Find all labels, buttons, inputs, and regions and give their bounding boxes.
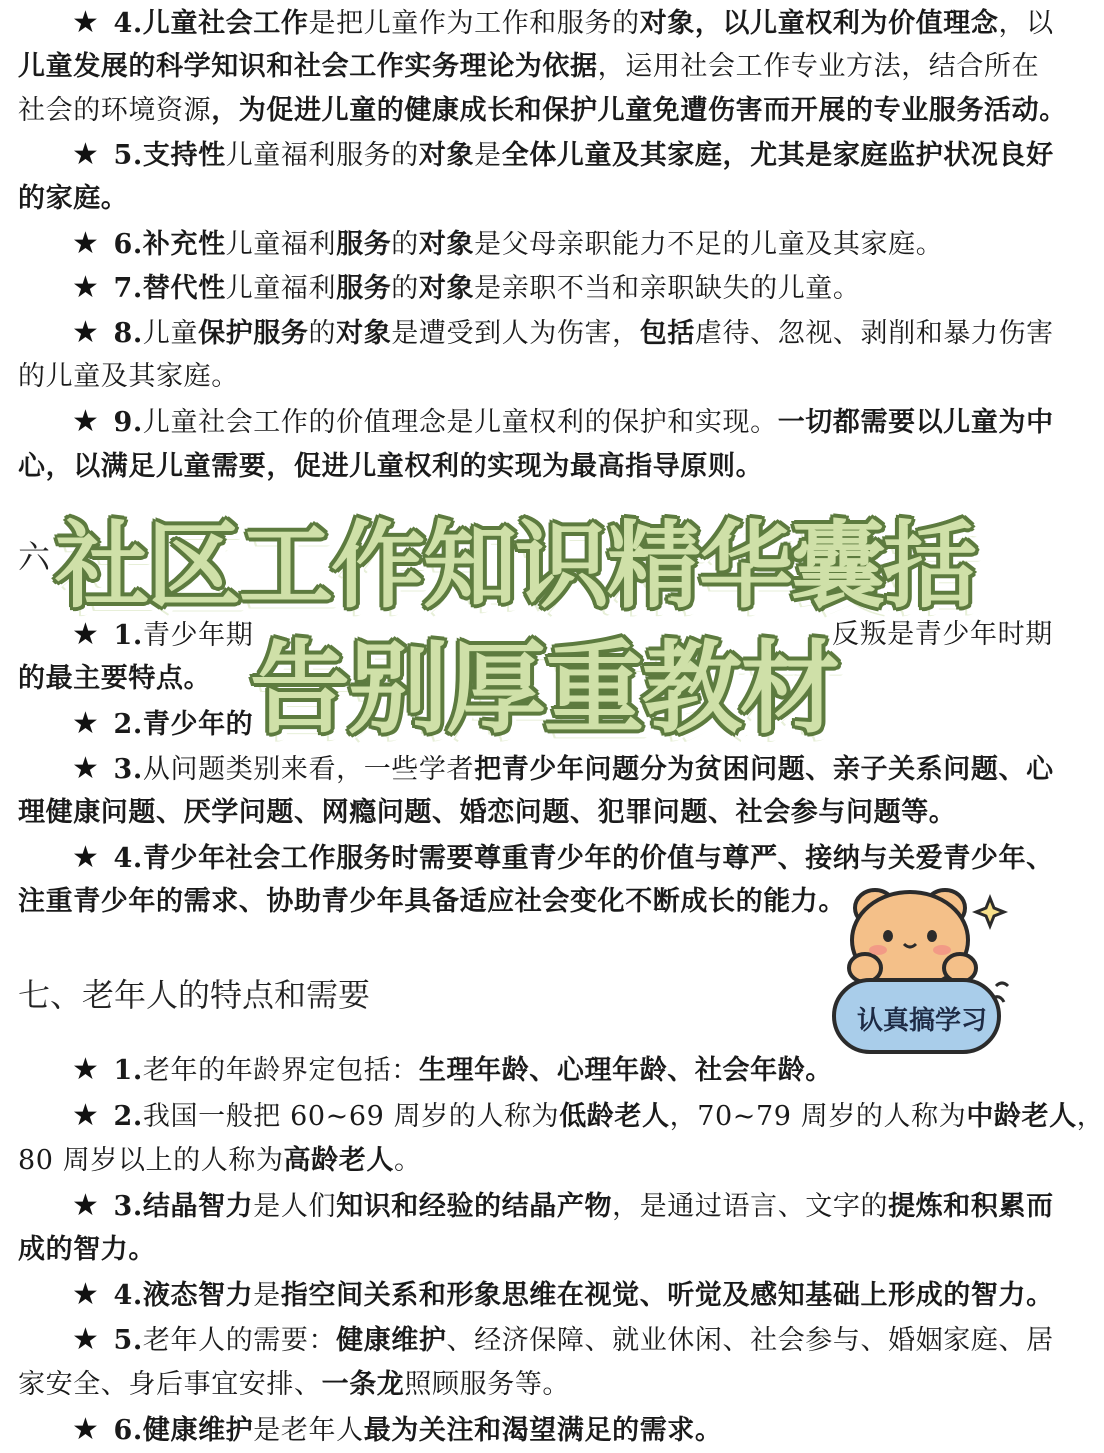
section-heading-elderly: 七、老年人的特点和需要 (18, 976, 371, 1014)
bear-sticker (830, 878, 1030, 1058)
overlay-title-line1: 社区工作知识精华囊括 (55, 512, 976, 621)
text-segment: 。 (393, 1145, 422, 1176)
star-bullet-icon: ★ (72, 226, 100, 261)
text-segment: 1. (113, 620, 143, 651)
star-bullet-icon: ★ (72, 5, 100, 40)
text-segment: 青少年期 (142, 620, 254, 651)
item-child-4-line2 (18, 45, 1062, 89)
item-elderly-6 (72, 1408, 1062, 1452)
star-bullet-icon: ★ (72, 1412, 100, 1447)
text-segment: 4.液态智力 (113, 1280, 254, 1311)
text-segment: 高龄老人 (283, 1145, 394, 1176)
text-segment: 一切都需要以儿童为中 (777, 407, 1054, 438)
text-segment: 心，以满足儿童需要，促进儿童权利的实现为最高指导原则。 (18, 451, 764, 482)
text-segment: 6.补充性 (113, 229, 226, 260)
text-segment: 8. (113, 318, 143, 349)
text-segment: 家安全、身后事宜安排、 (18, 1369, 322, 1400)
text-segment: 成的智力。 (18, 1234, 156, 1265)
text-segment: 保护服务 (198, 318, 309, 349)
item-youth-4-line1 (72, 836, 1062, 880)
text-segment: 是人们 (253, 1191, 337, 1222)
item-child-7 (72, 266, 1062, 310)
text-segment: ，是通过语言、文字的 (612, 1191, 889, 1222)
overlay-title-line2: 告别厚重教材 (250, 630, 838, 747)
star-bullet-icon: ★ (72, 1052, 100, 1087)
text-segment: 的 (308, 318, 337, 349)
item-elderly-5-line1 (72, 1318, 1062, 1362)
item-child-5-line2 (18, 177, 1062, 221)
text-segment: 提炼和积累而 (888, 1191, 1054, 1222)
star-bullet-icon: ★ (72, 1322, 100, 1357)
text-segment: 儿童社会工作 (142, 8, 309, 39)
text-segment: 儿童发展的科学知识和社会工作实务理论为 (18, 51, 543, 82)
text-segment: ，以 (998, 8, 1054, 39)
item-youth-1-line1-tail: 反叛是青少年时期 (832, 619, 1053, 650)
text-segment: 中龄老人 (966, 1101, 1077, 1132)
text-segment: 从问题类别来看，一些学者 (142, 754, 475, 785)
text-segment: 照顾服务等。 (404, 1369, 571, 1400)
text-segment: ，运用社会工作专业方法，结合所在 (597, 51, 1040, 82)
star-bullet-icon: ★ (72, 840, 100, 875)
text-segment: 的家庭。 (18, 183, 129, 214)
text-segment: 服务 (336, 229, 392, 260)
text-segment: 4.青少年社会工作服务时需要尊重青少年的价值与尊严、接纳与关爱青少年、 (113, 843, 1054, 874)
text-segment: 的 (391, 273, 419, 304)
text-segment: 是父母亲职能力不足的儿童及其家庭。 (474, 229, 944, 260)
text-segment: 包括 (639, 318, 695, 349)
text-segment: ，70~79 周岁的人称为 (669, 1101, 967, 1132)
star-bullet-icon: ★ (72, 137, 100, 172)
item-child-8-line2 (18, 355, 1062, 399)
text-segment: 低龄老人 (559, 1101, 670, 1132)
text-segment: 对象 (418, 229, 475, 260)
text-segment: 5.支持性 (113, 140, 226, 171)
text-segment: 是 (253, 1280, 281, 1311)
text-segment: 2.青少年的 (113, 709, 254, 740)
item-elderly-5-line2 (18, 1363, 1062, 1407)
section-heading-6-fragment: 六 (18, 538, 51, 576)
text-segment: 是遭受到人为伤害， (391, 318, 640, 349)
star-bullet-icon: ★ (72, 1098, 100, 1133)
text-segment: 是老年人 (253, 1415, 364, 1446)
text-segment: 价值理念 (888, 8, 999, 39)
text-segment: 2. (113, 1101, 143, 1132)
text-segment: ，以儿童权利为 (694, 8, 889, 39)
item-child-9-line1 (72, 400, 1062, 444)
item-child-6 (72, 222, 1062, 266)
item-elderly-2-line2 (18, 1139, 1062, 1183)
item-elderly-4 (72, 1273, 1062, 1317)
item-child-9-line2 (18, 445, 1062, 489)
text-segment: 1. (113, 1055, 143, 1086)
text-segment: 我国一般把 60~69 周岁的人称为 (142, 1101, 560, 1132)
text-segment: 6.健康维护 (113, 1415, 254, 1446)
text-segment: 理健康问题、厌学问题、网瘾问题、婚恋问题、犯罪问题、社会参与问题等。 (18, 797, 957, 828)
text-segment: 儿童福利 (225, 273, 337, 304)
star-bullet-icon: ★ (72, 270, 100, 305)
text-segment: 9. (113, 407, 143, 438)
text-segment: 一条龙 (321, 1369, 405, 1400)
item-elderly-2-line1 (72, 1094, 1104, 1138)
item-elderly-3-line2 (18, 1228, 1062, 1272)
text-segment: 注重青少年的需求、协助青少年具备适应社会变化不断成长的能力。 (18, 886, 846, 917)
text-segment: 是 (474, 140, 502, 171)
text-segment: 儿童福利 (225, 229, 337, 260)
item-youth-3-line2 (18, 791, 1062, 835)
text-segment: ， (1076, 1101, 1104, 1132)
sticker-label: 认真搞学习 (856, 1006, 987, 1036)
text-segment: 健康维护 (336, 1325, 447, 1356)
text-segment: 3. (113, 754, 143, 785)
text-segment: 对象 (336, 318, 392, 349)
text-segment: 3.结晶智力 (113, 1191, 254, 1222)
item-child-4-line1 (72, 1, 1062, 45)
star-bullet-icon: ★ (72, 751, 100, 786)
text-segment: ，为促进儿童的健康成长和保护儿童免遭伤害而开展的专业服务活动。 (211, 95, 1067, 126)
text-segment: 对象 (639, 8, 695, 39)
text-segment: 指空间关系和形象思维在视觉、听觉及感知基础上形成的智力。 (280, 1280, 1054, 1311)
text-segment: 是把儿童作为工作和服务的 (308, 8, 640, 39)
star-bullet-icon: ★ (72, 1277, 100, 1312)
text-segment: 、经济保障、就业休闲、社会参与、婚姻家庭、居 (446, 1325, 1054, 1356)
item-child-5-line1 (72, 133, 1062, 177)
text-segment: 7.替代性 (113, 273, 226, 304)
star-bullet-icon: ★ (72, 1188, 100, 1223)
text-segment: 全体儿童及其家庭，尤其是家庭监护状况良好 (501, 140, 1054, 171)
text-segment: 对象 (418, 273, 475, 304)
star-bullet-icon: ★ (72, 617, 100, 652)
text-segment: 社会的环境资源 (18, 95, 212, 126)
text-segment: 80 周岁以上的人称为 (18, 1145, 284, 1176)
star-bullet-icon: ★ (72, 404, 100, 439)
text-segment: 5. (113, 1325, 143, 1356)
text-segment: 依据 (542, 51, 598, 82)
text-segment: 的儿童及其家庭。 (18, 361, 239, 392)
text-segment: 对象 (418, 140, 475, 171)
text-segment: 把青少年问题分为贫困问题、亲子关系问题、心 (474, 754, 1054, 785)
text-segment: 生理年龄、心理年龄、社会年龄。 (418, 1055, 833, 1086)
text-segment: 儿童 (142, 318, 199, 349)
text-segment: 儿童社会工作的价值理念是儿童权利的保护和实现。 (142, 407, 778, 438)
item-child-4-line3 (18, 89, 1067, 133)
text-segment: 儿童福利服务的 (225, 140, 419, 171)
text-segment: 是亲职不当和亲职缺失的儿童。 (474, 273, 861, 304)
text-segment: 虐待、忽视、剥削和暴力伤害 (694, 318, 1054, 349)
item-youth-3-line1 (72, 747, 1062, 791)
text-segment: 老年人的需要： (142, 1325, 337, 1356)
item-child-8-line1 (72, 311, 1062, 355)
text-segment: 的最主要特点。 (18, 663, 212, 694)
text-segment: 知识和经验的结晶产物 (336, 1191, 613, 1222)
star-bullet-icon: ★ (72, 315, 100, 350)
text-segment: 老年的年龄界定包括： (142, 1055, 419, 1086)
text-segment: 的 (391, 229, 419, 260)
text-segment: 4. (113, 8, 143, 39)
text-segment: 最为关注和渴望满足的需求。 (363, 1415, 723, 1446)
item-elderly-3-line1 (72, 1184, 1062, 1228)
star-bullet-icon: ★ (72, 706, 100, 741)
text-segment: 服务 (336, 273, 392, 304)
